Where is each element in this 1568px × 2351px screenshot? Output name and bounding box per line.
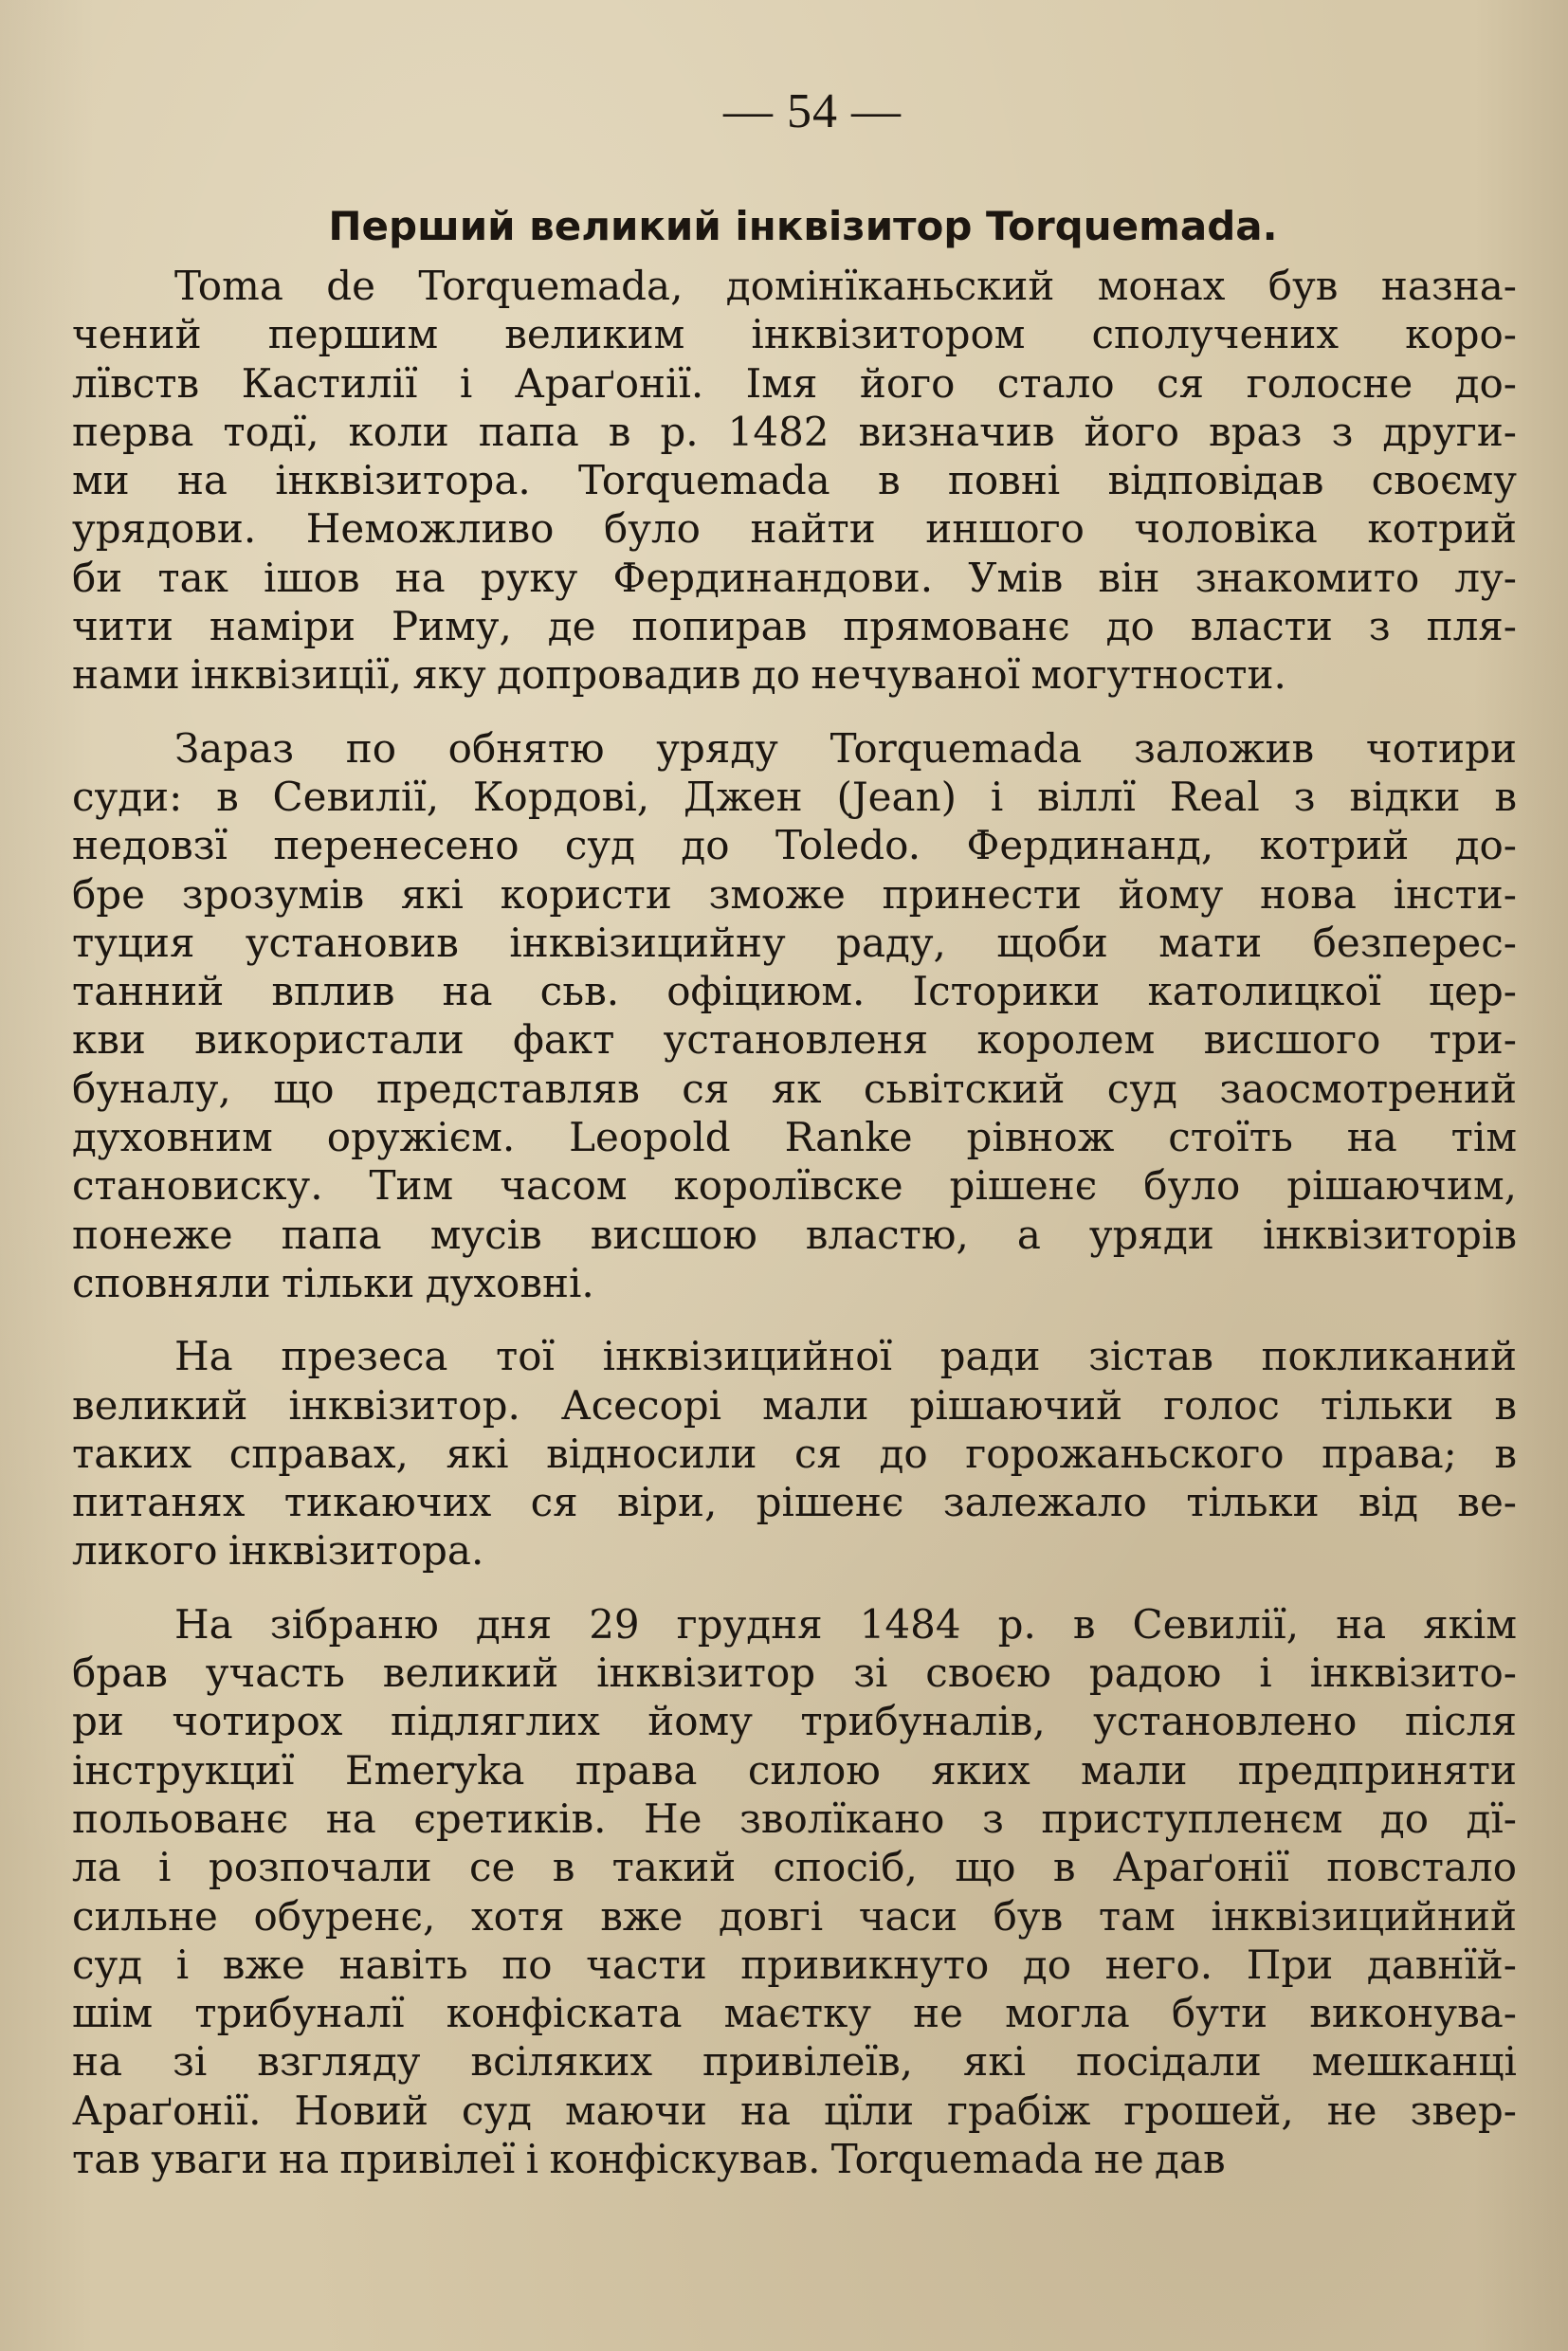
text-line: шім трибуналї конфіската маєтку не могла бути виконува- — [72, 1990, 1517, 2037]
body-text — [72, 262, 1517, 2183]
text-line: польованє на єретиків. Не зволїкано з приступленєм до дї- — [72, 1795, 1517, 1842]
text-line: тав уваги на привілеї і конфіскував. Torquemada не дав — [72, 2135, 1226, 2182]
text-line: на зі взгляду всіляких привілеїв, які посідали мешканці — [72, 2038, 1517, 2086]
paragraph — [72, 262, 1517, 700]
text-line: урядови. Неможливо було найти иншого чоловіка котрий — [72, 505, 1517, 553]
text-line: інструкциї Emeryka права силою яких мали предприняти — [72, 1746, 1517, 1794]
text-line: недовзї перенесено суд до Toledo. Фердинанд, котрий до- — [72, 822, 1517, 869]
text-line: великий інквізитор. Асесорі мали рішаючий голос тільки в — [72, 1381, 1517, 1429]
paragraph-gap — [72, 1307, 1517, 1332]
text-line: ла і розпочали се в такий спосіб, що в Араґонії повстало — [72, 1844, 1517, 1891]
text-line: суд і вже навіть по части привикнуто до него. При давнїй- — [72, 1941, 1517, 1988]
paragraph — [72, 1332, 1517, 1575]
text-line: духовним оружієм. Leopold Ranke рівнож стоїть на тім — [72, 1114, 1517, 1161]
text-line: сповняли тільки духовні. — [72, 1259, 594, 1306]
text-line: На зібраню дня 29 грудня 1484 р. в Севилії, на якім — [174, 1600, 1517, 1648]
text-line: ри чотирох підляглих йому трибуналів, установлено після — [72, 1698, 1517, 1745]
text-line: ми на інквізитора. Torquemada в повні відповідав своєму — [72, 457, 1517, 504]
paragraph — [72, 724, 1517, 1308]
text-line: туция установив інквізицийну раду, щоби мати безперес- — [72, 919, 1517, 966]
text-line: ликого інквізитора. — [72, 1527, 484, 1575]
text-line: Toma de Torquemada, домінїканьский монах був назна- — [174, 263, 1517, 309]
text-line: понеже папа мусів висшою властю, а уряди інквізиторів — [72, 1211, 1517, 1258]
text-line: Араґонії. Новий суд маючи на цїли грабіж грошей, не звер- — [72, 2087, 1517, 2134]
page-number: — 54 — — [723, 84, 902, 138]
text-line: таких справах, які відносили ся до горожаньского права; в — [72, 1430, 1517, 1477]
paragraph-gap — [72, 700, 1517, 724]
text-line: буналу, що представляв ся як сьвітский суд заосмотрений — [72, 1065, 1517, 1112]
paragraph — [72, 1600, 1517, 2184]
chapter-title: Перший великий інквізитор Torquemada. — [328, 203, 1278, 249]
text-line: питанях тикаючих ся віри, рішенє залежало тільки від ве- — [72, 1479, 1517, 1526]
text-line: чити наміри Риму, де попирав прямованє до власти з пля- — [72, 603, 1517, 650]
text-line: лївств Кастилії і Араґонії. Імя його стало ся голосне до- — [72, 359, 1517, 407]
text-line: нами інквізиції, яку допровадив до нечуваної могутности. — [72, 651, 1286, 699]
text-line: суди: в Севилії, Кордові, Джен (Jean) і віллї Real з відки в — [72, 773, 1517, 820]
text-line: би так ішов на руку Фердинандови. Умів він знакомито лу- — [72, 554, 1517, 601]
text-line: перва тодї, коли папа в р. 1482 визначив його враз з други- — [72, 408, 1517, 455]
text-line: Зараз по обнятю уряду Torquemada заложив чотири — [174, 724, 1517, 772]
text-line: бре зрозумів які користи зможе принести йому нова інсти- — [72, 870, 1517, 918]
text-line: сильне обуренє, хотя вже довгі часи був там інквізицийний — [72, 1892, 1517, 1940]
text-line: чений першим великим інквізитором сполучених коро- — [72, 311, 1517, 358]
text-line: становиску. Тим часом королївске рішенє було рішаючим, — [72, 1162, 1517, 1210]
paragraph-gap — [72, 1576, 1517, 1600]
text-line: кви використали факт установленя королем висшого три- — [72, 1016, 1517, 1064]
text-line: На презеса тої інквізицийної ради зістав покликаний — [174, 1333, 1517, 1380]
text-line: брав участь великий інквізитор зі своєю радою і інквізито- — [72, 1649, 1517, 1697]
text-line: танний вплив на сьв. офіциюм. Історики католицкої цер- — [72, 968, 1517, 1015]
